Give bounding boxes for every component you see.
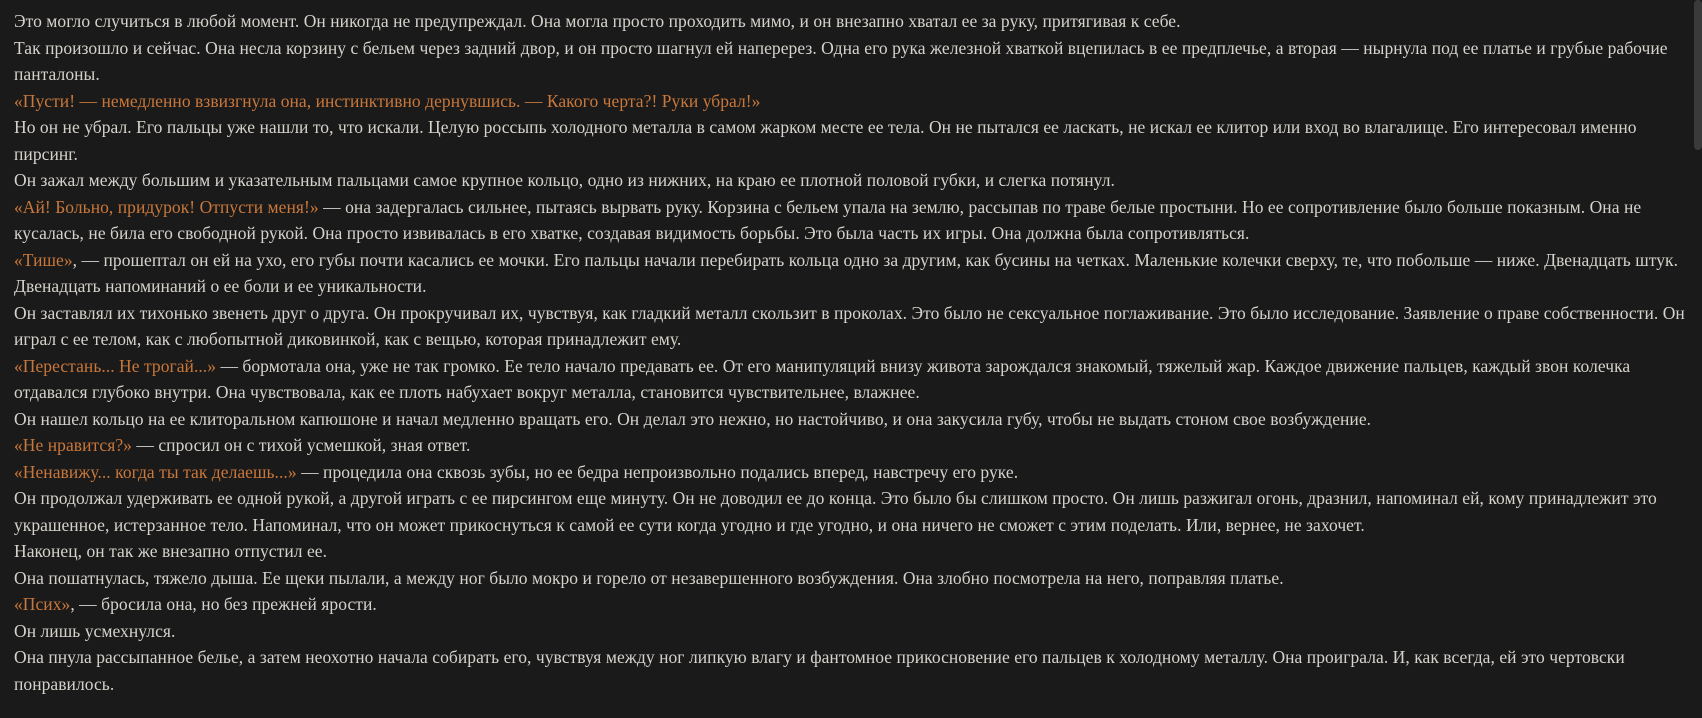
paragraph <box>14 459 1692 486</box>
dialog-fragment: «Не нравится?» <box>14 435 132 455</box>
vertical-scrollbar[interactable] <box>1694 0 1702 718</box>
document-text-content <box>14 8 1692 697</box>
paragraph: Он лишь усмехнулся. <box>14 620 176 641</box>
paragraph <box>14 353 1692 406</box>
paragraph: Наконец, он так же внезапно отпустил ее. <box>14 541 328 561</box>
paragraph: Она пнула рассыпанное белье, а затем неохотно начала собирать его, чувствуя между ног липкую влагу и фантомное прикосновение его пальцев к холодному металлу. Она проиграла. И, как всегда, ей это чертовски понравилось. <box>14 647 1625 694</box>
dialog-fragment: «Ненавижу... когда ты так делаешь...» <box>14 461 297 482</box>
dialog-fragment: «Ай! Больно, придурок! Отпусти меня!» <box>14 196 319 217</box>
dialog-fragment: «Псих» <box>14 594 71 614</box>
narration-fragment: — процедила она сквозь зубы, но ее бедра непроизвольно подались вперед, навстречу его руке. <box>296 461 1019 482</box>
paragraph: Она пошатнулась, тяжело дыша. Ее щеки пылали, а между ног было мокро и горело от незавершенного возбуждения. Она злобно посмотрела на него, поправляя платье. <box>14 567 1284 588</box>
paragraph: Он зажал между большим и указательным пальцами самое крупное кольцо, одно из нижних, на краю ее плотной половой губки, и слегка потянул. <box>14 170 1115 190</box>
narration-fragment: , — бросила она, но без прежней ярости. <box>70 594 377 614</box>
paragraph: Он продолжал удерживать ее одной рукой, а другой играть с ее пирсингом еще минуту. Он не доводил ее до конца. Это было бы слишком просто. Он лишь разжигал огонь, дразнил, напоминал ей, кому принадлежит это украшенное, истерзанное тело. Напоминал, что он может прикоснуться к самой ее сути когда угодно и где угодно, и она ничего не сможет с этим поделать. Или, вернее, не захочет. <box>14 488 1657 535</box>
paragraph <box>14 591 1692 618</box>
paragraph: «Пусти! — немедленно взвизгнула она, инстинктивно дернувшись. — Какого черта?! Руки убрал!» <box>14 90 761 111</box>
dialog-fragment: «Перестань... Не трогай...» <box>14 355 217 376</box>
paragraph <box>14 194 1692 247</box>
dialog-fragment: «Тише» <box>14 249 73 270</box>
narration-fragment: — она задергалась сильнее, пытаясь вырвать руку. Корзина с бельем упала на землю, рассыпав по траве белые простыни. Но ее сопротивление было больше показным. Она не кусалась, не била его свободной рукой. Она просто извивалась в его хватке, создавая видимость борьбы. Это была часть их игры. Она должна была сопротивляться. <box>14 196 1642 243</box>
paragraph: Но он не убрал. Его пальцы уже нашли то, что искали. Целую россыпь холодного металла в самом жарком месте ее тела. Он не пытался ее ласкать, не искал ее клитор или вход во влагалище. Его интересовал именно пирсинг. <box>14 117 1637 164</box>
paragraph: Он нашел кольцо на ее клиторальном капюшоне и начал медленно вращать его. Он делал это нежно, но настойчиво, и она закусила губу, чтобы не выдать стоном свое возбуждение. <box>14 408 1372 429</box>
narration-fragment: , — прошептал он ей на ухо, его губы почти касались ее мочки. Его пальцы начали перебирать кольца одно за другим, как бусины на четках. Маленькие колечки сверху, те, что побольше — ниже. Двенадцать штук. Двенадцать напоминаний о ее боли и ее уникальности. <box>14 249 1679 296</box>
paragraph: Так произошло и сейчас. Она несла корзину с бельем через задний двор, и он просто шагнул ей наперерез. Одна его рука железной хваткой вцепилась в ее предплечье, а вторая — нырнула под ее платье и грубые рабочие панталоны. <box>14 37 1668 84</box>
paragraph <box>14 247 1692 300</box>
paragraph <box>14 432 1692 459</box>
paragraph: Он заставлял их тихонько звенеть друг о друга. Он прокручивал их, чувствуя, как гладкий металл скользит в проколах. Это было не сексуальное поглаживание. Это было исследование. Заявление о праве собственности. Он играл с ее телом, как с любопытной диковинкой, как с вещью, которая принадлежит ему. <box>14 302 1685 349</box>
paragraph: Это могло случиться в любой момент. Он никогда не предупреждал. Она могла просто проходить мимо, и он внезапно хватал ее за руку, притягивая к себе. <box>14 11 1181 31</box>
narration-fragment: — бормотала она, уже не так громко. Ее тело начало предавать ее. От его манипуляций внизу живота зарождался знакомый, тяжелый жар. Каждое движение пальцев, каждый звон колечка отдавался глубоко внутри. Она чувствовала, как ее плоть набухает вокруг металла, становится чувствительнее, влажнее. <box>14 355 1631 402</box>
narration-fragment: — спросил он с тихой усмешкой, зная ответ. <box>131 435 471 455</box>
scrollbar-thumb[interactable] <box>1694 0 1702 150</box>
